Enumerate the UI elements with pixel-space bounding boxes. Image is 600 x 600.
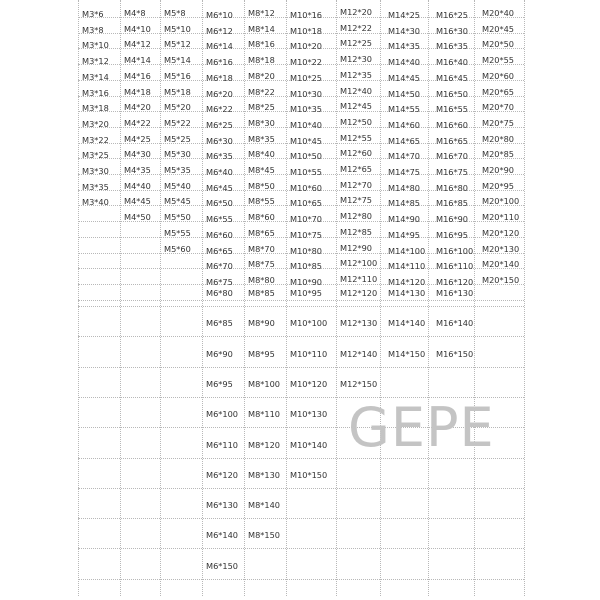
table-cell: M10*65 <box>290 198 322 209</box>
table-cell: M10*90 <box>290 276 322 287</box>
table-cell: M6*65 <box>206 245 233 256</box>
table-cell: M14*60 <box>388 119 420 130</box>
table-cell: M4*30 <box>124 149 151 160</box>
table-cell: M16*150 <box>436 348 474 359</box>
table-cell: M8*18 <box>248 55 275 66</box>
grid-line <box>78 579 524 580</box>
table-cell: M12*130 <box>340 318 378 329</box>
table-cell: M6*50 <box>206 198 233 209</box>
table-cell: M8*80 <box>248 274 275 285</box>
table-cell: M12*100 <box>340 258 378 269</box>
table-cell: M12*30 <box>340 54 372 65</box>
table-cell: M8*90 <box>248 318 275 329</box>
table-cell: M5*60 <box>164 243 191 254</box>
table-cell: M12*75 <box>340 195 372 206</box>
table-cell: M4*20 <box>124 102 151 113</box>
table-cell: M16*85 <box>436 198 468 209</box>
table-cell: M12*60 <box>340 148 372 159</box>
table-cell: M5*55 <box>164 227 191 238</box>
table-cell: M8*12 <box>248 8 275 18</box>
table-cell: M4*16 <box>124 70 151 81</box>
table-cell: M20*150 <box>482 274 520 285</box>
table-cell: M16*60 <box>436 119 468 130</box>
grid-line <box>160 0 161 596</box>
table-cell: M8*14 <box>248 23 275 34</box>
table-cell: M5*12 <box>164 39 191 50</box>
table-cell: M3*10 <box>82 40 109 51</box>
table-cell: M6*35 <box>206 151 233 162</box>
table-cell: M6*14 <box>206 41 233 52</box>
grid-line <box>78 367 524 368</box>
table-cell: M5*40 <box>164 180 191 191</box>
table-cell: M6*22 <box>206 104 233 115</box>
table-cell: M16*70 <box>436 151 468 162</box>
table-cell: M8*70 <box>248 243 275 254</box>
table-cell: M14*110 <box>388 261 426 272</box>
table-cell: M3*14 <box>82 71 109 82</box>
table-cell: M12*50 <box>340 116 372 127</box>
table-cell: M10*100 <box>290 318 328 329</box>
grid-line <box>78 336 524 337</box>
table-cell: M16*40 <box>436 57 468 68</box>
watermark: GEPE <box>348 396 495 459</box>
grid-line <box>78 488 524 489</box>
grid-line <box>78 306 524 307</box>
table-cell: M16*95 <box>436 229 468 240</box>
table-cell: M6*25 <box>206 119 233 130</box>
table-cell: M12*55 <box>340 132 372 143</box>
grid-line <box>78 518 524 519</box>
grid-line <box>474 0 475 596</box>
grid-line <box>120 0 121 596</box>
table-cell: M14*65 <box>388 135 420 146</box>
table-cell: M6*110 <box>206 439 238 450</box>
table-cell: M12*80 <box>340 211 372 222</box>
table-cell: M8*140 <box>248 500 280 511</box>
table-cell: M5*18 <box>164 86 191 97</box>
table-cell: M10*20 <box>290 41 322 52</box>
table-cell: M6*60 <box>206 229 233 240</box>
table-cell: M12*25 <box>340 38 372 49</box>
table-cell: M20*85 <box>482 149 514 160</box>
table-cell: M16*90 <box>436 214 468 225</box>
table-cell: M10*55 <box>290 167 322 177</box>
table-cell: M8*130 <box>248 469 280 480</box>
table-cell: M10*22 <box>290 57 322 68</box>
table-cell: M5*45 <box>164 196 191 207</box>
table-cell: M8*100 <box>248 378 280 389</box>
table-cell: M16*130 <box>436 288 474 298</box>
table-cell: M8*16 <box>248 39 275 50</box>
table-cell: M3*6 <box>82 9 104 19</box>
table-cell: M5*10 <box>164 23 191 34</box>
table-cell: M6*140 <box>206 530 238 541</box>
grid-line <box>78 548 524 549</box>
table-cell: M12*150 <box>340 378 378 389</box>
table-cell: M10*25 <box>290 72 322 83</box>
table-cell: M4*10 <box>124 23 151 34</box>
table-cell: M14*75 <box>388 167 420 177</box>
table-cell: M6*20 <box>206 88 233 99</box>
table-cell: M8*45 <box>248 165 275 175</box>
table-cell: M8*110 <box>248 409 280 420</box>
grid-line <box>202 0 203 596</box>
table-cell: M4*50 <box>124 212 151 223</box>
table-cell: M3*12 <box>82 56 109 67</box>
table-cell: M10*45 <box>290 135 322 146</box>
table-cell: M8*95 <box>248 348 275 359</box>
table-cell: M14*85 <box>388 198 420 209</box>
table-cell: M6*18 <box>206 72 233 83</box>
grid-line <box>380 0 381 596</box>
table-cell: M3*35 <box>82 181 109 192</box>
table-cell: M14*40 <box>388 57 420 68</box>
table-cell: M10*85 <box>290 261 322 272</box>
table-cell: M16*65 <box>436 135 468 146</box>
table-cell: M5*16 <box>164 70 191 81</box>
table-cell: M20*55 <box>482 55 514 66</box>
table-cell: M10*18 <box>290 25 322 36</box>
table-cell: M10*40 <box>290 119 322 130</box>
table-cell: M10*50 <box>290 151 322 162</box>
table-cell: M14*80 <box>388 182 420 193</box>
table-cell: M14*55 <box>388 104 420 115</box>
table-cell: M10*120 <box>290 378 328 389</box>
table-cell: M8*75 <box>248 259 275 270</box>
table-cell: M8*22 <box>248 86 275 97</box>
table-cell: M14*100 <box>388 245 426 256</box>
table-cell: M10*60 <box>290 182 322 193</box>
table-cell: M14*150 <box>388 348 426 359</box>
table-cell: M8*50 <box>248 180 275 191</box>
table-cell: M16*45 <box>436 72 468 83</box>
table-cell: M8*55 <box>248 196 275 207</box>
table-cell: M20*140 <box>482 259 520 270</box>
table-cell: M14*30 <box>388 25 420 36</box>
table-cell: M6*100 <box>206 409 238 420</box>
table-cell: M12*110 <box>340 273 378 284</box>
table-cell: M6*90 <box>206 348 233 359</box>
table-cell: M10*70 <box>290 214 322 225</box>
table-cell: M20*50 <box>482 39 514 50</box>
grid-line <box>286 0 287 596</box>
table-cell: M16*50 <box>436 88 468 99</box>
table-cell: M14*70 <box>388 151 420 162</box>
table-cell: M8*20 <box>248 70 275 81</box>
table-cell: M20*65 <box>482 86 514 97</box>
table-cell: M20*110 <box>482 212 520 223</box>
table-cell: M20*120 <box>482 227 520 238</box>
grid-line <box>244 0 245 596</box>
table-cell: M12*140 <box>340 348 378 359</box>
table-cell: M20*75 <box>482 117 514 128</box>
table-cell: M10*130 <box>290 409 328 420</box>
table-cell: M14*140 <box>388 318 426 329</box>
table-cell: M10*140 <box>290 439 328 450</box>
table-cell: M20*40 <box>482 8 514 18</box>
table-cell: M20*80 <box>482 133 514 144</box>
table-cell: M4*12 <box>124 39 151 50</box>
table-cell: M20*70 <box>482 102 514 113</box>
table-cell: M16*55 <box>436 104 468 115</box>
table-cell: M10*35 <box>290 104 322 115</box>
table-cell: M4*14 <box>124 55 151 66</box>
table-cell: M14*50 <box>388 88 420 99</box>
table-cell: M10*95 <box>290 288 322 298</box>
grid-line <box>78 0 79 596</box>
table-cell: M8*40 <box>248 149 275 160</box>
table-cell: M6*10 <box>206 10 233 20</box>
table-cell: M3*16 <box>82 87 109 98</box>
table-cell: M16*35 <box>436 41 468 52</box>
table-cell: M5*22 <box>164 117 191 128</box>
table-cell: M8*120 <box>248 439 280 450</box>
table-cell: M12*85 <box>340 226 372 237</box>
table-cell: M12*65 <box>340 164 372 174</box>
table-cell: M5*14 <box>164 55 191 66</box>
table-cell: M14*45 <box>388 72 420 83</box>
table-cell: M4*22 <box>124 117 151 128</box>
table-cell: M14*90 <box>388 214 420 225</box>
table-cell: M14*95 <box>388 229 420 240</box>
table-cell: M8*60 <box>248 212 275 223</box>
table-cell: M12*90 <box>340 242 372 253</box>
table-cell: M16*80 <box>436 182 468 193</box>
table-cell: M5*50 <box>164 212 191 223</box>
table-cell: M12*120 <box>340 288 378 298</box>
table-cell: M8*35 <box>248 133 275 144</box>
table-cell: M6*95 <box>206 378 233 389</box>
table-cell: M8*85 <box>248 288 275 298</box>
table-cell: M6*70 <box>206 261 233 272</box>
table-cell: M14*25 <box>388 10 420 20</box>
table-cell: M6*40 <box>206 167 233 177</box>
table-cell: M16*30 <box>436 25 468 36</box>
table-cell: M6*150 <box>206 560 238 571</box>
table-cell: M20*130 <box>482 243 520 254</box>
table-cell: M5*30 <box>164 149 191 160</box>
table-cell: M6*75 <box>206 276 233 287</box>
table-cell: M3*25 <box>82 150 109 161</box>
table-cell: M5*20 <box>164 102 191 113</box>
table-cell: M12*22 <box>340 22 372 33</box>
table-cell: M5*35 <box>164 165 191 175</box>
table-cell: M16*110 <box>436 261 474 272</box>
table-cell: M16*25 <box>436 10 468 20</box>
table-cell: M4*40 <box>124 180 151 191</box>
table-cell: M12*40 <box>340 85 372 96</box>
grid-line <box>336 0 337 596</box>
table-cell: M4*45 <box>124 196 151 207</box>
table-cell: M10*80 <box>290 245 322 256</box>
table-cell: M6*80 <box>206 288 233 298</box>
table-cell: M12*70 <box>340 179 372 190</box>
table-cell: M20*60 <box>482 70 514 81</box>
table-cell: M10*16 <box>290 10 322 20</box>
table-cell: M12*20 <box>340 7 372 17</box>
table-cell: M6*130 <box>206 500 238 511</box>
table-cell: M10*75 <box>290 229 322 240</box>
table-cell: M6*85 <box>206 318 233 329</box>
table-cell: M16*140 <box>436 318 474 329</box>
table-cell: M12*35 <box>340 69 372 80</box>
table-cell: M8*30 <box>248 117 275 128</box>
table-cell: M3*30 <box>82 166 109 176</box>
table-cell: M6*45 <box>206 182 233 193</box>
table-cell: M16*75 <box>436 167 468 177</box>
grid-line <box>428 0 429 596</box>
table-cell: M14*130 <box>388 288 426 298</box>
table-cell: M8*25 <box>248 102 275 113</box>
table-cell: M4*8 <box>124 8 146 18</box>
table-cell: M16*100 <box>436 245 474 256</box>
table-cell: M5*8 <box>164 8 186 18</box>
table-cell: M4*18 <box>124 86 151 97</box>
table-cell: M14*35 <box>388 41 420 52</box>
table-cell: M6*30 <box>206 135 233 146</box>
table-cell: M3*20 <box>82 118 109 129</box>
table-cell: M14*120 <box>388 276 426 287</box>
table-cell: M3*22 <box>82 134 109 145</box>
table-cell: M5*25 <box>164 133 191 144</box>
table-cell: M8*150 <box>248 530 280 541</box>
table-cell: M20*100 <box>482 196 520 207</box>
grid-line <box>524 0 525 596</box>
table-cell: M3*8 <box>82 24 104 35</box>
table-cell: M4*35 <box>124 165 151 175</box>
table-cell: M20*90 <box>482 165 514 175</box>
table-cell: M10*110 <box>290 348 328 359</box>
table-cell: M3*40 <box>82 197 109 208</box>
table-cell: M16*120 <box>436 276 474 287</box>
table-cell: M20*45 <box>482 23 514 34</box>
table-cell: M6*55 <box>206 214 233 225</box>
grid-line <box>78 300 524 301</box>
table-cell: M6*12 <box>206 25 233 36</box>
table-cell: M6*120 <box>206 469 238 480</box>
table-cell: M3*18 <box>82 103 109 114</box>
table-cell: M10*150 <box>290 469 328 480</box>
table-cell: M6*16 <box>206 57 233 68</box>
table-cell: M20*95 <box>482 180 514 191</box>
table-cell: M4*25 <box>124 133 151 144</box>
table-cell: M10*30 <box>290 88 322 99</box>
table-cell: M12*45 <box>340 101 372 112</box>
table-cell: M8*65 <box>248 227 275 238</box>
